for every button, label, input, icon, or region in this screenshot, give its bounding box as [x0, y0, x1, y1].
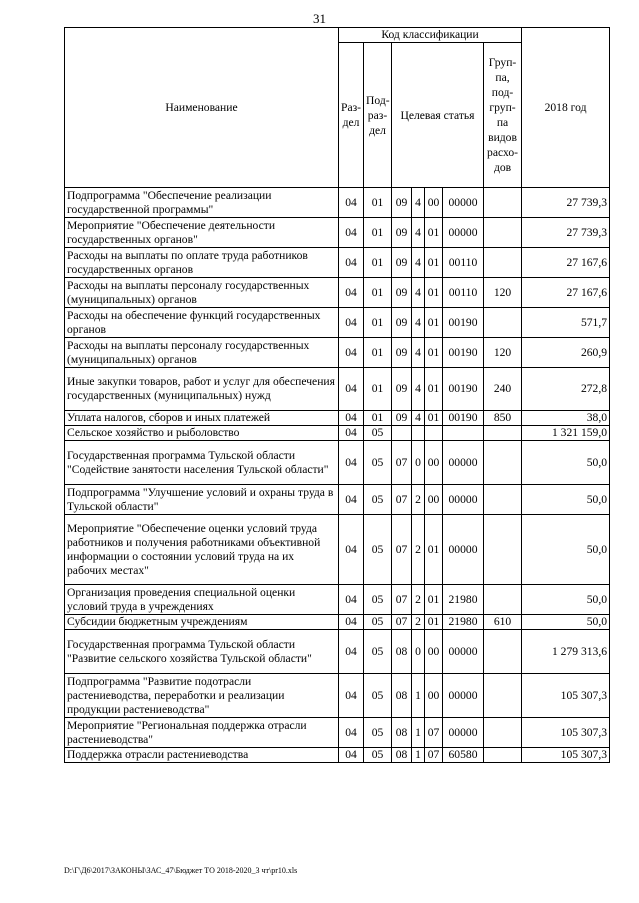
row-amount: 1 321 159,0 [522, 426, 610, 441]
row-razdel: 04 [339, 308, 364, 338]
header-target: Целевая статья [392, 43, 484, 188]
row-expense-group: 610 [484, 615, 522, 630]
row-target-program: 07 [392, 485, 412, 515]
row-razdel: 04 [339, 515, 364, 585]
row-target-subprogram: 0 [412, 441, 425, 485]
table-header [65, 28, 610, 188]
row-amount: 260,9 [522, 338, 610, 368]
row-name: Сельское хозяйство и рыболовство [65, 426, 339, 441]
row-target-direction: 00110 [443, 248, 484, 278]
row-target-subprogram: 4 [412, 338, 425, 368]
row-target-direction: 00000 [443, 718, 484, 748]
row-amount: 105 307,3 [522, 674, 610, 718]
table-body [65, 188, 610, 763]
row-name: Подпрограмма "Развитие подотрасли растениеводства, переработки и реализации продукции растениеводства" [65, 674, 339, 718]
row-target-direction: 00190 [443, 411, 484, 426]
row-target-subprogram: 4 [412, 278, 425, 308]
row-target-direction: 00000 [443, 441, 484, 485]
row-target-direction: 00190 [443, 338, 484, 368]
row-amount: 38,0 [522, 411, 610, 426]
table-row [65, 585, 610, 615]
row-amount: 50,0 [522, 441, 610, 485]
table-row [65, 368, 610, 411]
row-target-direction: 21980 [443, 585, 484, 615]
table-row [65, 630, 610, 674]
row-amount: 1 279 313,6 [522, 630, 610, 674]
row-name: Подпрограмма "Улучшение условий и охраны труда в Тульской области" [65, 485, 339, 515]
row-podrazdel: 05 [364, 718, 392, 748]
row-name: Расходы на выплаты персоналу государственных (муниципальных) органов [65, 338, 339, 368]
row-podrazdel: 05 [364, 615, 392, 630]
row-target-program: 08 [392, 718, 412, 748]
header-podrazdel: Под-раз-дел [364, 43, 392, 188]
header-group: Груп-па, под-груп-па видов расхо-дов [484, 43, 522, 188]
row-razdel: 04 [339, 188, 364, 218]
row-target-program: 09 [392, 411, 412, 426]
row-target-subprogram: 4 [412, 308, 425, 338]
row-target-event: 01 [425, 585, 443, 615]
row-target-program: 09 [392, 248, 412, 278]
row-target-program: 09 [392, 278, 412, 308]
row-expense-group [484, 485, 522, 515]
row-target-direction: 00190 [443, 368, 484, 411]
row-target-program: 09 [392, 218, 412, 248]
row-razdel: 04 [339, 218, 364, 248]
row-target-program: 09 [392, 308, 412, 338]
row-podrazdel: 01 [364, 308, 392, 338]
budget-table [64, 27, 610, 763]
row-target-event: 01 [425, 368, 443, 411]
row-target-event: 00 [425, 188, 443, 218]
row-target-program: 07 [392, 515, 412, 585]
row-target-subprogram: 4 [412, 248, 425, 278]
row-target-direction: 00000 [443, 515, 484, 585]
row-razdel: 04 [339, 585, 364, 615]
row-target-event: 01 [425, 248, 443, 278]
row-name: Поддержка отрасли растениеводства [65, 748, 339, 763]
row-target-subprogram: 4 [412, 411, 425, 426]
row-expense-group [484, 426, 522, 441]
row-target-program: 07 [392, 585, 412, 615]
row-amount: 27 739,3 [522, 188, 610, 218]
row-target-subprogram: 4 [412, 218, 425, 248]
header-code: Код классификации [339, 28, 522, 43]
table-row [65, 248, 610, 278]
table-row [65, 426, 610, 441]
row-razdel: 04 [339, 615, 364, 630]
row-target-direction: 00190 [443, 308, 484, 338]
row-podrazdel: 05 [364, 585, 392, 615]
row-target-direction: 00000 [443, 674, 484, 718]
row-target-subprogram [412, 426, 425, 441]
row-name: Государственная программа Тульской области "Содействие занятости населения Тульской области" [65, 441, 339, 485]
row-target-subprogram: 1 [412, 674, 425, 718]
row-expense-group [484, 718, 522, 748]
row-podrazdel: 05 [364, 441, 392, 485]
row-razdel: 04 [339, 411, 364, 426]
row-name: Организация проведения специальной оценки условий труда в учреждениях [65, 585, 339, 615]
row-target-event: 00 [425, 485, 443, 515]
row-name: Мероприятие "Региональная поддержка отрасли растениеводства" [65, 718, 339, 748]
row-podrazdel: 05 [364, 748, 392, 763]
row-name: Подпрограмма "Обеспечение реализации государственной программы" [65, 188, 339, 218]
row-podrazdel: 05 [364, 426, 392, 441]
row-target-event: 01 [425, 615, 443, 630]
header-year: 2018 год [522, 28, 610, 188]
row-expense-group [484, 308, 522, 338]
row-razdel: 04 [339, 718, 364, 748]
file-path-footer: D:\Г\Д6\2017\ЗАКОНЫ\ЗАС_47\Бюджет ТО 2018-2020_3 чт\pr10.xls [64, 866, 298, 875]
row-podrazdel: 01 [364, 368, 392, 411]
row-target-event: 00 [425, 630, 443, 674]
row-name: Расходы на обеспечение функций государственных органов [65, 308, 339, 338]
row-name: Расходы на выплаты персоналу государственных (муниципальных) органов [65, 278, 339, 308]
row-razdel: 04 [339, 278, 364, 308]
row-expense-group: 120 [484, 278, 522, 308]
row-target-program: 09 [392, 368, 412, 411]
table-row [65, 188, 610, 218]
row-target-direction: 21980 [443, 615, 484, 630]
row-expense-group [484, 248, 522, 278]
row-target-subprogram: 1 [412, 718, 425, 748]
row-razdel: 04 [339, 426, 364, 441]
table-row [65, 411, 610, 426]
row-razdel: 04 [339, 338, 364, 368]
row-name: Расходы на выплаты по оплате труда работников государственных органов [65, 248, 339, 278]
row-amount: 50,0 [522, 585, 610, 615]
row-amount: 272,8 [522, 368, 610, 411]
row-podrazdel: 01 [364, 188, 392, 218]
row-razdel: 04 [339, 368, 364, 411]
table-row [65, 674, 610, 718]
row-name: Уплата налогов, сборов и иных платежей [65, 411, 339, 426]
row-expense-group [484, 218, 522, 248]
row-amount: 105 307,3 [522, 718, 610, 748]
row-expense-group: 120 [484, 338, 522, 368]
row-expense-group [484, 515, 522, 585]
row-target-event: 01 [425, 308, 443, 338]
row-expense-group [484, 441, 522, 485]
row-podrazdel: 01 [364, 218, 392, 248]
row-target-subprogram: 0 [412, 630, 425, 674]
row-target-subprogram: 1 [412, 748, 425, 763]
row-target-subprogram: 2 [412, 515, 425, 585]
row-target-program: 08 [392, 748, 412, 763]
row-razdel: 04 [339, 630, 364, 674]
row-razdel: 04 [339, 248, 364, 278]
row-target-event: 01 [425, 278, 443, 308]
row-target-program: 07 [392, 615, 412, 630]
row-target-direction: 00000 [443, 218, 484, 248]
row-amount: 50,0 [522, 615, 610, 630]
row-name: Субсидии бюджетным учреждениям [65, 615, 339, 630]
row-target-program: 07 [392, 441, 412, 485]
row-target-event: 01 [425, 338, 443, 368]
row-expense-group [484, 748, 522, 763]
row-target-direction: 60580 [443, 748, 484, 763]
row-razdel: 04 [339, 485, 364, 515]
row-podrazdel: 01 [364, 278, 392, 308]
row-amount: 27 739,3 [522, 218, 610, 248]
row-expense-group: 850 [484, 411, 522, 426]
row-name: Мероприятие "Обеспечение деятельности государственных органов" [65, 218, 339, 248]
table-row [65, 748, 610, 763]
row-podrazdel: 05 [364, 515, 392, 585]
row-target-direction: 00000 [443, 630, 484, 674]
row-target-program [392, 426, 412, 441]
row-target-event: 01 [425, 218, 443, 248]
table-row [65, 441, 610, 485]
row-razdel: 04 [339, 748, 364, 763]
row-name: Государственная программа Тульской области "Развитие сельского хозяйства Тульской области" [65, 630, 339, 674]
row-target-event: 00 [425, 674, 443, 718]
row-amount: 27 167,6 [522, 248, 610, 278]
row-target-event [425, 426, 443, 441]
row-razdel: 04 [339, 441, 364, 485]
row-target-program: 08 [392, 674, 412, 718]
row-target-direction [443, 426, 484, 441]
table-row [65, 338, 610, 368]
table-row [65, 515, 610, 585]
row-target-subprogram: 4 [412, 368, 425, 411]
row-amount: 105 307,3 [522, 748, 610, 763]
row-target-event: 07 [425, 718, 443, 748]
row-expense-group [484, 585, 522, 615]
row-target-program: 09 [392, 338, 412, 368]
row-amount: 27 167,6 [522, 278, 610, 308]
row-razdel: 04 [339, 674, 364, 718]
row-target-subprogram: 4 [412, 188, 425, 218]
row-target-event: 01 [425, 411, 443, 426]
row-expense-group: 240 [484, 368, 522, 411]
row-target-event: 07 [425, 748, 443, 763]
row-expense-group [484, 674, 522, 718]
row-podrazdel: 01 [364, 338, 392, 368]
row-target-direction: 00000 [443, 485, 484, 515]
row-target-event: 01 [425, 515, 443, 585]
row-target-subprogram: 2 [412, 485, 425, 515]
row-amount: 50,0 [522, 485, 610, 515]
row-name: Иные закупки товаров, работ и услуг для обеспечения государственных (муниципальных) нужд [65, 368, 339, 411]
row-target-event: 00 [425, 441, 443, 485]
row-target-program: 09 [392, 188, 412, 218]
row-expense-group [484, 188, 522, 218]
row-podrazdel: 05 [364, 630, 392, 674]
row-expense-group [484, 630, 522, 674]
row-podrazdel: 05 [364, 674, 392, 718]
row-podrazdel: 01 [364, 248, 392, 278]
row-podrazdel: 01 [364, 411, 392, 426]
row-amount: 571,7 [522, 308, 610, 338]
row-target-direction: 00110 [443, 278, 484, 308]
table-row [65, 218, 610, 248]
row-podrazdel: 05 [364, 485, 392, 515]
row-target-subprogram: 2 [412, 585, 425, 615]
row-amount: 50,0 [522, 515, 610, 585]
row-target-subprogram: 2 [412, 615, 425, 630]
header-razdel: Раз-дел [339, 43, 364, 188]
table-row [65, 718, 610, 748]
row-target-direction: 00000 [443, 188, 484, 218]
header-name: Наименование [65, 28, 339, 188]
table-row [65, 278, 610, 308]
row-name: Мероприятие "Обеспечение оценки условий труда работников и получения работниками объективной информации о состоянии условий труда на их рабочих местах" [65, 515, 339, 585]
page-number: 31 [313, 11, 326, 26]
table-row [65, 485, 610, 515]
table-row [65, 615, 610, 630]
row-target-program: 08 [392, 630, 412, 674]
table-row [65, 308, 610, 338]
